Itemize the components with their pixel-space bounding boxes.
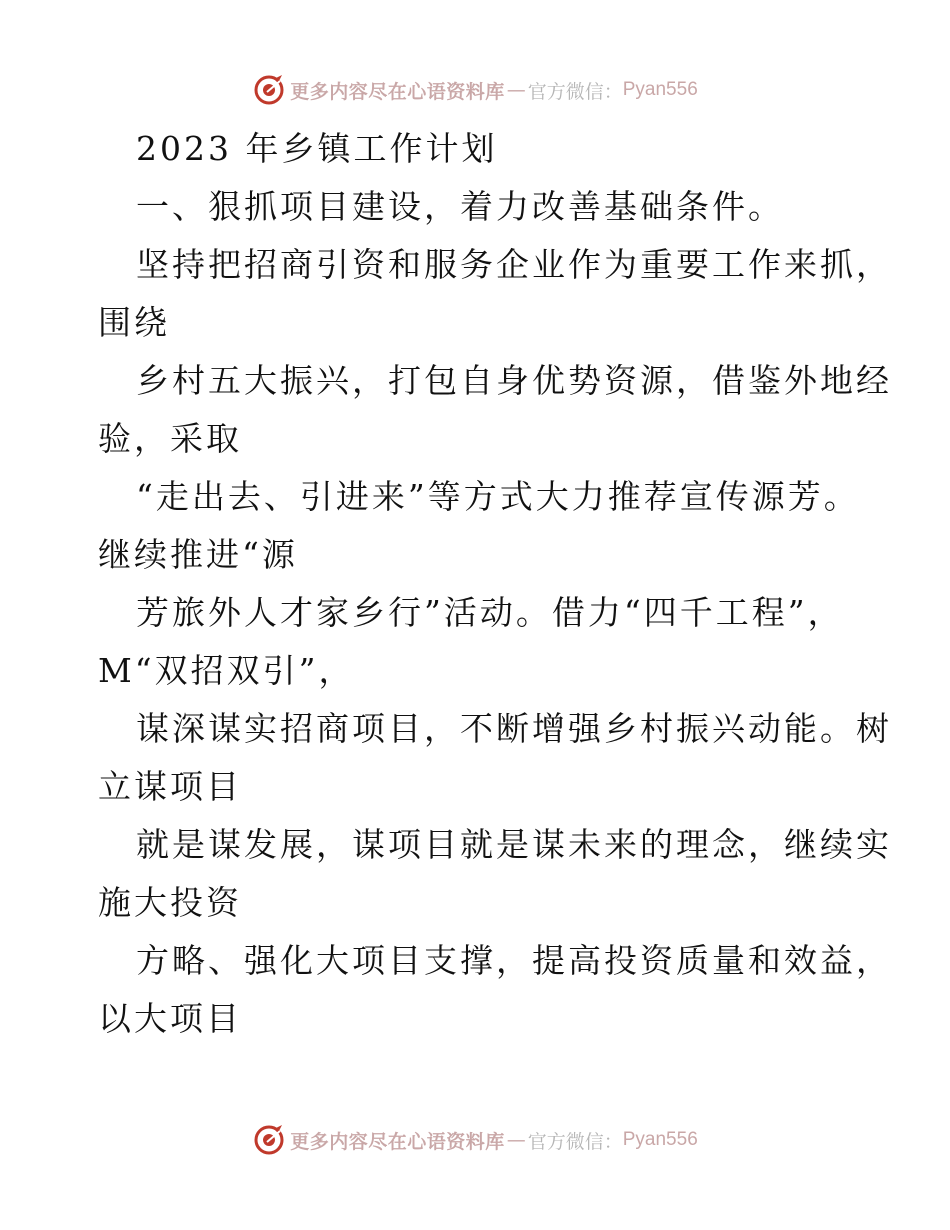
body-line: 乡村五大振兴，打包自身优势资源，借鉴外地经 [136, 361, 892, 400]
body-line: 继续推进“源 [98, 535, 298, 574]
body-line: 谋深谋实招商项目，不断增强乡村振兴动能。树 [136, 709, 892, 748]
body-line: 验，采取 [98, 419, 242, 458]
body-line: “走出去、引进来”等方式大力推荐宣传源芳。 [136, 477, 860, 516]
body-line: 方略、强化大项目支撑，提高投资质量和效益， [136, 941, 892, 980]
banner-label: 官方微信： [527, 1130, 623, 1153]
body-line: 立谋项目 [98, 767, 242, 806]
body-line: 施大投资 [98, 883, 242, 922]
banner-main-text: 更多内容尽在心语资料库 [290, 80, 505, 103]
section-heading: 一、狠抓项目建设，着力改善基础条件。 [136, 187, 784, 226]
banner-main-text: 更多内容尽在心语资料库 [290, 1130, 505, 1153]
banner-dash: — [506, 1129, 526, 1151]
banner-dash: — [506, 79, 526, 101]
body-line: 就是谋发展，谋项目就是谋未来的理念，继续实 [136, 825, 892, 864]
banner-wechat-id: Pyan556 [622, 79, 698, 100]
banner-label: 官方微信： [527, 80, 623, 103]
document-title: 2023 年乡镇工作计划 [136, 129, 498, 168]
body-line: 坚持把招商引资和服务企业作为重要工作来抓， [136, 245, 892, 284]
document-body [98, 120, 892, 1048]
body-line: 以大项目 [98, 999, 242, 1038]
brand-logo-icon [252, 73, 286, 107]
header-banner [0, 70, 950, 110]
body-line: 芳旅外人才家乡行”活动。借力“四千工程”， [136, 593, 844, 632]
brand-logo-icon [252, 1123, 286, 1157]
body-line: 围绕 [98, 303, 170, 342]
footer-banner [0, 1120, 950, 1160]
banner-wechat-id: Pyan556 [622, 1129, 698, 1150]
body-line: M“双招双引”， [98, 651, 355, 690]
